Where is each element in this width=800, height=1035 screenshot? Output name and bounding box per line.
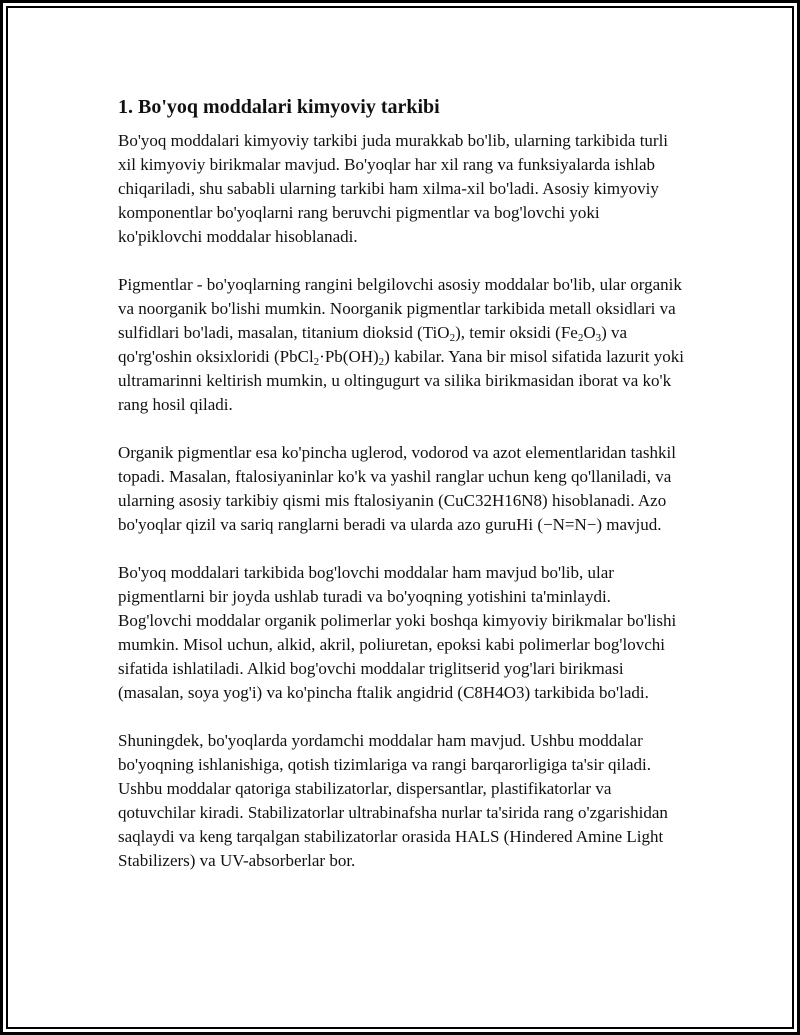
paragraph-intro: Bo'yoq moddalari kimyoviy tarkibi juda murakkab bo'lib, ularning tarkibida turli xil kimyoviy birikmalar mavjud. Bo'yoqlar har xil rang va funksiyalarda ishlab chiqariladi, shu sababli ularning tarkibi ham xilma-xil bo'ladi. Asosiy kimyoviy komponentlar bo'yoqlarni rang beruvchi pigmentlar va bog'lovchi yoki ko'piklovchi moddalar hisoblanadi. — [118, 131, 669, 246]
subscript-tio2: 2 — [449, 332, 456, 344]
subscript-oh2: 2 — [378, 356, 385, 368]
subscript-fe2: 2 — [577, 332, 584, 344]
paragraph-pigments-text-4: ) va qo'rg'oshin oksixloridi (PbCl — [118, 323, 628, 366]
paragraph-organic-pigments: Organik pigmentlar esa ko'pincha uglerod, vodorod va azot elementlaridan tashkil topadi. Masalan, ftalosiyaninlar ko'k va yashil ranglar uchun keng qo'llaniladi, va ularning asosiy tarkibiy qismi mis ftalosiyanin (CuC32H16N8) hisoblanadi. Azo bo'yoqlar qizil va sariq ranglarni beradi va ularda azo guruHi (−N=N−) mavjud. — [118, 443, 676, 534]
paragraph-additives: Shuningdek, bo'yoqlarda yordamchi moddalar ham mavjud. Ushbu moddalar bo'yoqning ishlanishiga, qotish tizimlariga va rangi barqarorligiga ta'sir qiladi. Ushbu moddalar qatoriga stabilizatorlar, dispersantlar, plastifikatorlar va qotuvchilar kiradi. Stabilizatorlar ultrabinafsha nurlar ta'sirida rang o'zgarishidan saqlaydi va keng tarqalgan stabilizatorlar orasida HALS (Hindered Amine Light Stabilizers) va UV-absorberlar bor. — [118, 731, 668, 870]
paragraph-pigments-text-1: Pigmentlar - bo'yoqlarning rangini belgilovchi asosiy moddalar bo'lib, ular organik va noorganik bo'lishi mumkin. Noorganik pigmentlar tarkibida metall oksidlari va sulfidlari bo'ladi, masalan, titanium dioksid (TiO — [118, 275, 682, 342]
subscript-pbcl2: 2 — [313, 356, 320, 368]
paragraph-pigments-text-2: ), temir oksidi (Fe — [455, 323, 578, 342]
paragraph-binders: Bo'yoq moddalari tarkibida bog'lovchi moddalar ham mavjud bo'lib, ular pigmentlarni bir joyda ushlab turadi va bo'yoqning yotishini ta'minlaydi. Bog'lovchi moddalar organik polimerlar yoki boshqa kimyoviy birikmalar bo'lishi mumkin. Misol uchun, alkid, akril, poliuretan, epoksi kabi polimerlar bog'lovchi sifatida ishlatiladi. Alkid bog'ovchi moddalar triglitserid yog'lari birikmasi (masalan, soya yog'i) va ko'pincha ftalik angidrid (C8H4O3) tarkibida bo'ladi. — [118, 563, 677, 702]
section-heading: 1. Bo'yoq moddalari kimyoviy tarkibi — [118, 96, 440, 118]
paragraph-pigments-text-6: ) kabilar. Yana bir misol sifatida lazurit yoki ultramarinni keltirish mumkin, u oltingugurt va silika birikmasidan iborat va ko'k rang hosil qiladi. — [118, 347, 684, 414]
subscript-o3: 3 — [595, 332, 602, 344]
paragraph-pigments-text-5: ·Pb(OH) — [319, 347, 379, 366]
paragraph-pigments-text-3: O — [583, 323, 596, 342]
paragraph-pigments — [118, 273, 684, 417]
document-body — [118, 95, 684, 897]
